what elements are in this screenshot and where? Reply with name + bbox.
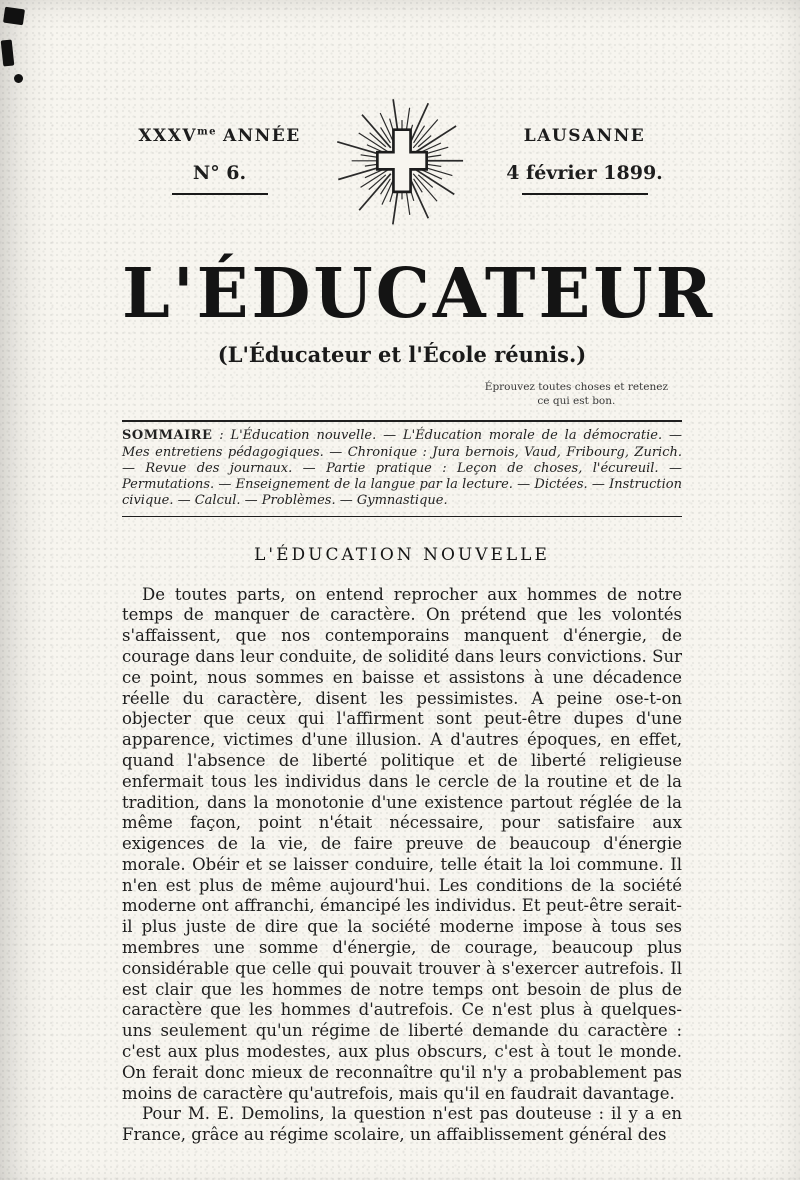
divider-bottom bbox=[122, 516, 682, 517]
masthead-right bbox=[487, 126, 682, 195]
article-paragraph: Pour M. E. Demolins, la question n'est pas douteuse : il y a en France, grâce au régime scolaire, un affaiblissement général des bbox=[122, 1104, 682, 1145]
sommaire bbox=[122, 428, 682, 509]
sommaire-label: SOMMAIRE bbox=[122, 428, 213, 444]
issue-number: N° 6. bbox=[192, 162, 247, 184]
article-body bbox=[122, 585, 682, 1147]
page-title: L'ÉDUCATEUR bbox=[122, 254, 716, 334]
date-label: 4 février 1899. bbox=[506, 162, 663, 184]
scan-artifact bbox=[14, 74, 23, 83]
motto-line: ce qui est bon. bbox=[537, 394, 616, 407]
sommaire-text: : L'Éducation nouvelle. — L'Éducation morale de la démocratie. — Mes entretiens pédagogiques. — Chronique : Jura bernois, Vaud, Fribourg, Zurich. — Revue des journaux. — Partie pratique : Leçon de choses, l'écureuil. — Permutations. — Enseignement de la langue par la lecture. — Dictées. — Instruction civique. — Calcul. — Problèmes. — Gymnastique. bbox=[122, 428, 682, 509]
masthead-left bbox=[122, 126, 317, 195]
sunburst-cross-icon bbox=[327, 94, 477, 234]
year-label: $XXXV^{me}$ ANNÉE bbox=[138, 126, 301, 146]
motto bbox=[485, 381, 668, 408]
divider-top bbox=[122, 420, 682, 422]
article-heading: L'ÉDUCATION NOUVELLE bbox=[254, 544, 550, 565]
motto-line: Éprouvez toutes choses et retenez bbox=[484, 381, 668, 393]
scan-artifact bbox=[3, 7, 25, 26]
page-subtitle: (L'Éducateur et l'École réunis.) bbox=[217, 342, 587, 367]
masthead bbox=[122, 0, 682, 234]
city-label: LAUSANNE bbox=[523, 126, 646, 146]
article-paragraph: De toutes parts, on entend reprocher aux hommes de notre temps de manquer de caractère. On prétend que les volontés s'affaissent, que nos contemporains manquent d'énergie, de courage dans leur conduite, de solidité dans leurs convictions. Sur ce point, nous sommes en baisse et assistons à une décadence réelle du caractère, disent les pessimistes. A peine ose-t-on objecter que ceux qui l'affirment sont peut-être dupes d'une apparence, victimes d'une illusion. A d'autres époques, en effet, quand l'absence de liberté politique et de liberté religieuse enfermait tous les individus dans le cercle de la routine et de la tradition, dans la monotonie d'une existence partout réglée de la même façon, point n'était nécessaire, pour satisfaire aux exigences de la vie, de faire preuve de beaucoup d'énergie morale. Obéir et se laisser conduire, telle était la loi commune. Il n'en est plus de même aujourd'hui. Les conditions de la société moderne ont affranchi, émancipé les individus. Et peut-être serait-il plus juste de dire que la société moderne impose à tous ses membres une somme d'énergie, de courage, beaucoup plus considérable que celle qui pouvait trouver à s'exercer autrefois. Il est clair que les hommes de notre temps ont besoin de plus de caractère que les hommes d'autrefois. Ce n'est plus à quelques-uns seulement qu'un régime de liberté demande du caractère : c'est aux plus modestes, aux plus obscurs, c'est à tout le monde. On ferait donc mieux de reconnaître qu'il n'y a probablement pas moins de caractère qu'autrefois, mais qu'il en faudrait davantage. bbox=[122, 584, 682, 1103]
issue-rule bbox=[172, 193, 268, 195]
date-rule bbox=[522, 193, 648, 195]
